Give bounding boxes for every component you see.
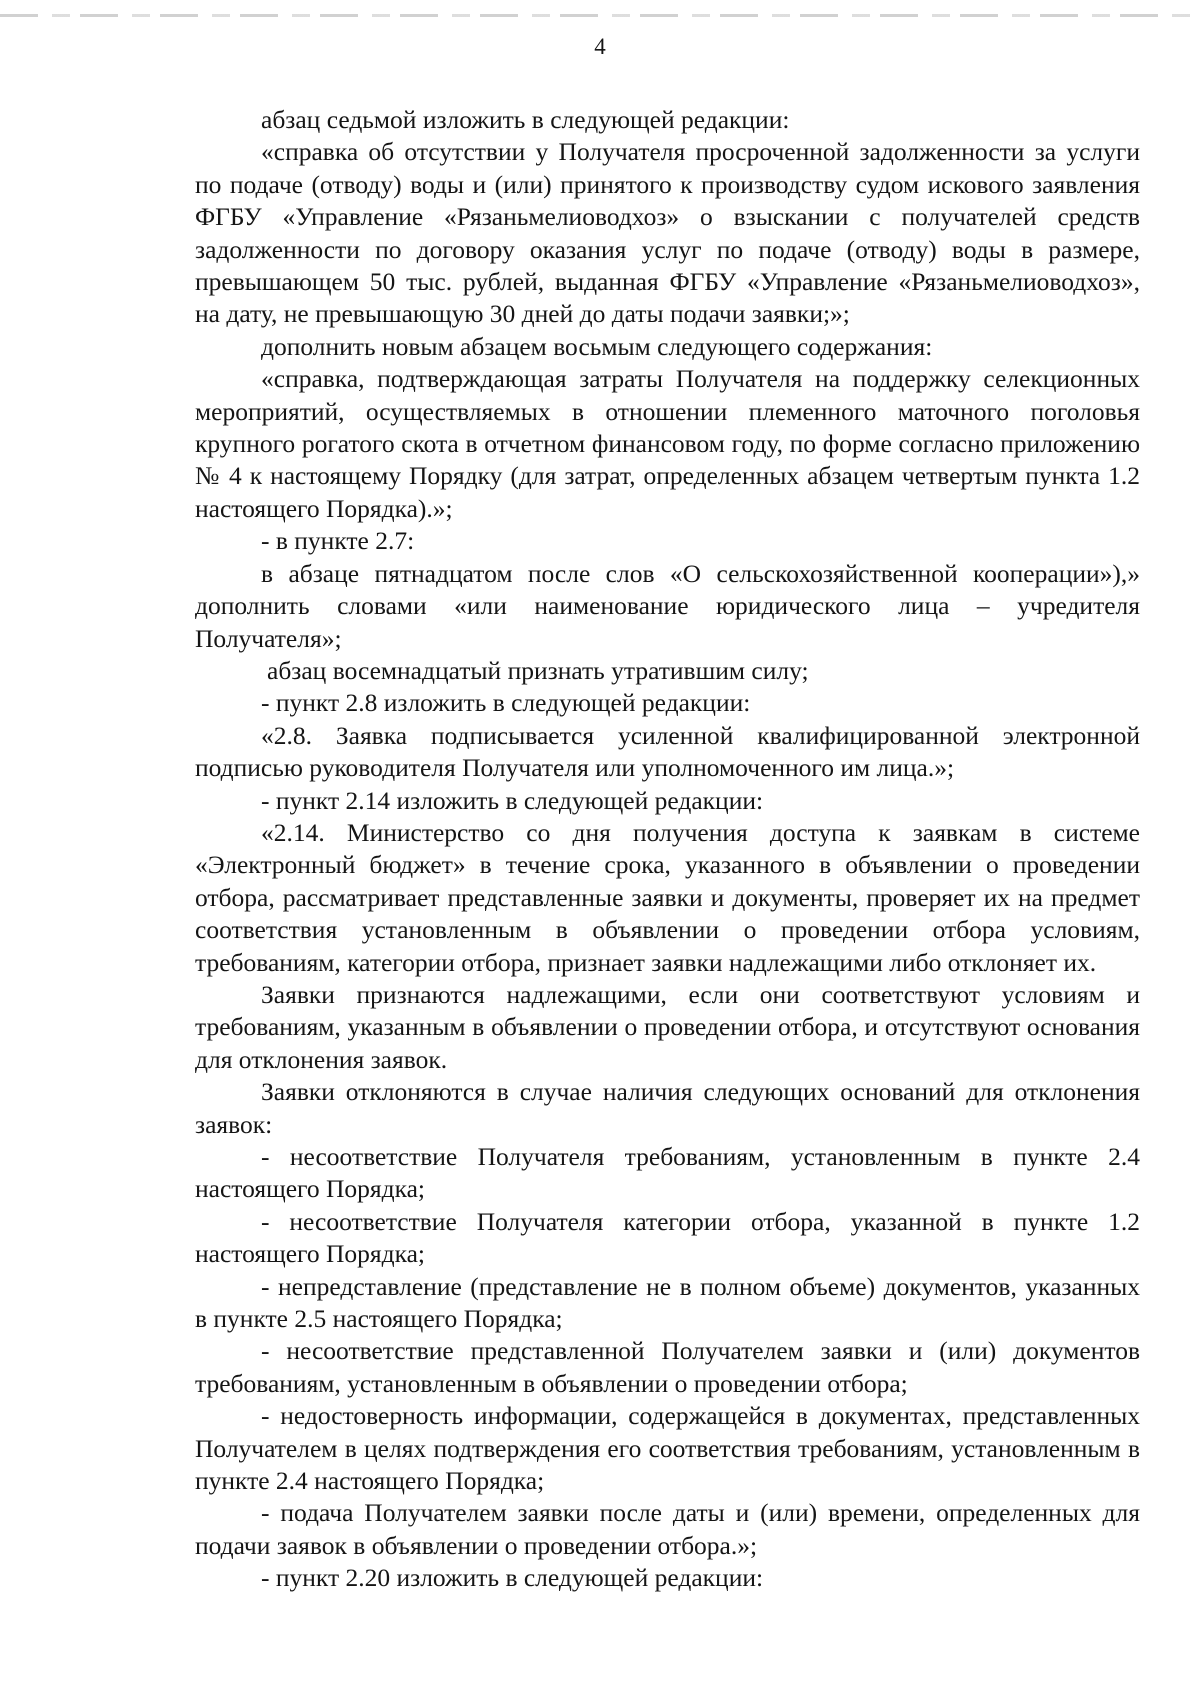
- paragraph: - непредставление (представление не в полном объеме) документов, указанных в пункте 2.5 настоящего Порядка;: [195, 1271, 1140, 1334]
- paragraph: - подача Получателем заявки после даты и (или) времени, определенных для подачи заявок в объявлении о проведении отбора.»;: [195, 1498, 1140, 1560]
- paragraph: - несоответствие представленной Получателем заявки и (или) документов требованиям, установленным в объявлении о проведении отбора;: [195, 1336, 1140, 1398]
- paragraph: абзац седьмой изложить в следующей редакции:: [261, 105, 790, 134]
- paragraph: - несоответствие Получателя категории отбора, указанной в пункте 1.2 настоящего Порядка;: [195, 1206, 1140, 1269]
- paragraph: - недостоверность информации, содержащейся в документах, представленных Получателем в целях подтверждения его соответствия требованиям, установленным в пункте 2.4 настоящего Порядка;: [195, 1401, 1140, 1496]
- document-body: [195, 104, 1140, 1595]
- paragraph: в абзаце пятнадцатом после слов «О сельскохозяйственной кооперации»),» дополнить словами «или наименование юридического лица – учредителя Получателя»;: [195, 558, 1140, 653]
- paragraph: «справка об отсутствии у Получателя просроченной задолженности за услуги по подаче (отводу) воды и (или) принятого к производству судом искового заявления ФГБУ «Управление «Рязаньмелиоводхоз» о взыскании с получателей средств задолженности по договору оказания услуг по подаче (отводу) воды в размере, превышающем 50 тыс. рублей, выданная ФГБУ «Управление «Рязаньмелиоводхоз», на дату, не превышающую 30 дней до даты подачи заявки;»;: [195, 137, 1140, 329]
- paragraph: Заявки отклоняются в случае наличия следующих оснований для отклонения заявок:: [195, 1077, 1140, 1139]
- scan-top-edge: [0, 14, 1200, 17]
- paragraph: - пункт 2.20 изложить в следующей редакции:: [261, 1563, 764, 1593]
- paragraph: абзац восемнадцатый признать утратившим силу;: [267, 655, 809, 685]
- paragraph: - несоответствие Получателя требованиям, установленным в пункте 2.4 настоящего Порядка;: [195, 1142, 1140, 1204]
- paragraph: Заявки признаются надлежащими, если они соответствуют условиям и требованиям, указанным в объявлении о проведении отбора, и отсутствуют основания для отклонения заявок.: [195, 979, 1140, 1074]
- page-number: 4: [594, 34, 606, 59]
- paragraph: дополнить новым абзацем восьмым следующего содержания:: [261, 331, 933, 361]
- paragraph: - пункт 2.8 изложить в следующей редакции:: [261, 688, 751, 718]
- paragraph: «справка, подтверждающая затраты Получателя на поддержку селекционных мероприятий, осуществляемых в отношении племенного маточного поголовья крупного рогатого скота в отчетном финансовом году, по форме согласно приложению № 4 к настоящему Порядку (для затрат, определенных абзацем четвертым пункта 1.2 настоящего Порядка).»;: [195, 364, 1140, 523]
- paragraph: «2.8. Заявка подписывается усиленной квалифицированной электронной подписью руководителя Получателя или уполномоченного им лица.»;: [195, 720, 1140, 783]
- paragraph: - пункт 2.14 изложить в следующей редакции:: [261, 785, 764, 815]
- paragraph: - в пункте 2.7:: [261, 526, 415, 556]
- paragraph: «2.14. Министерство со дня получения доступа к заявкам в системе «Электронный бюджет» в течение срока, указанного в объявлении о проведении отбора, рассматривает представленные заявки и документы, проверяет их на предмет соответствия установленным в объявлении о проведении отбора условиям, требованиям, категории отбора, признает заявки надлежащими либо отклоняет их.: [195, 817, 1140, 977]
